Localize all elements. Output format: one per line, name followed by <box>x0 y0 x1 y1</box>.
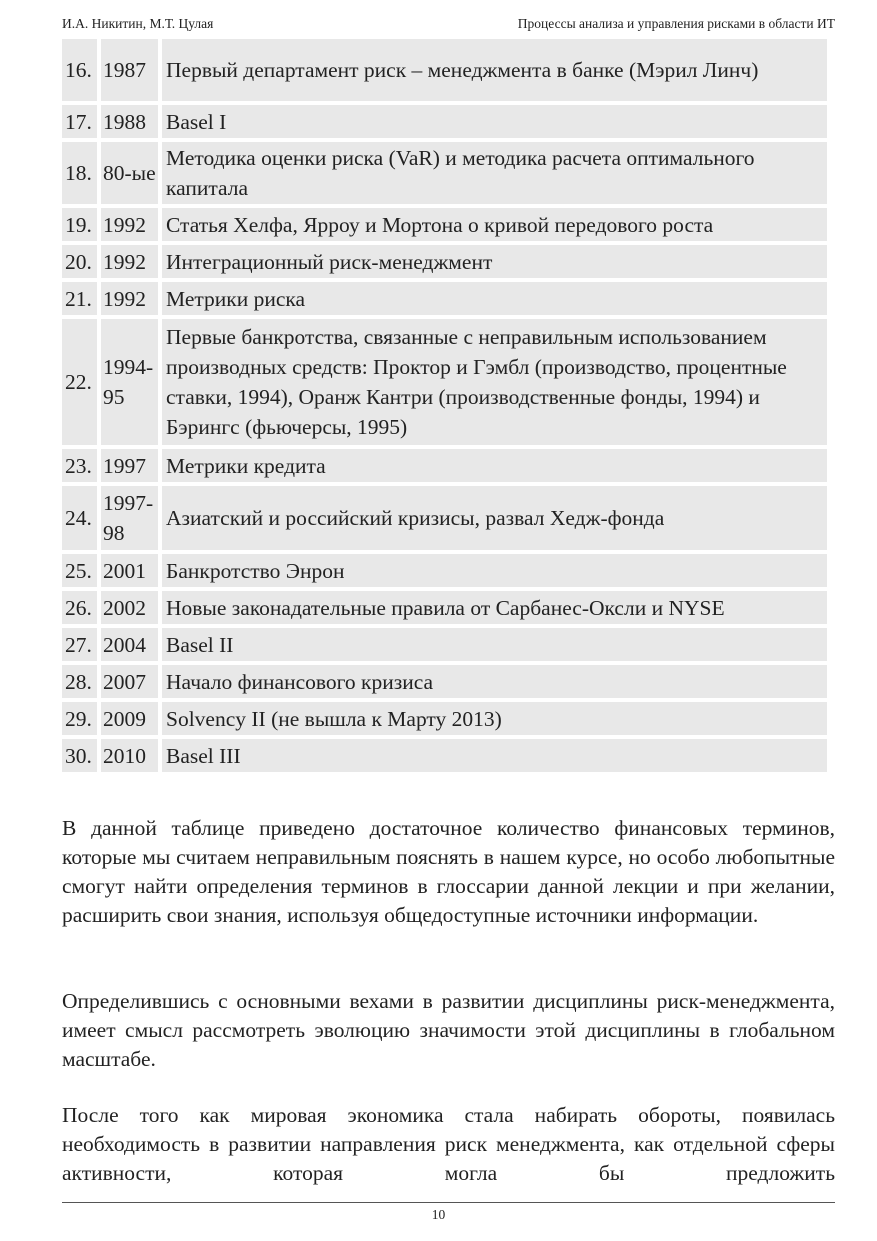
header-course-title: Процессы анализа и управления рисками в области ИТ <box>517 16 835 31</box>
row-year: 1992 <box>101 208 158 241</box>
row-year: 2004 <box>101 628 158 661</box>
row-year: 1992 <box>101 282 158 315</box>
table-row <box>62 665 827 698</box>
table-row <box>62 591 827 624</box>
row-event: Basel III <box>162 739 827 772</box>
body-paragraph: Определившись с основными вехами в развитии дисциплины риск-менеджмента, имеет смысл рассмотреть эволюцию значимости этой дисциплины в глобальном масштабе. <box>62 989 835 1071</box>
row-event: Solvency II (не вышла к Марту 2013) <box>162 702 827 735</box>
row-year: 2002 <box>101 591 158 624</box>
row-number: 19. <box>62 208 97 241</box>
row-number: 23. <box>62 449 97 482</box>
row-year: 1994-95 <box>101 319 158 445</box>
row-year: 1997-98 <box>101 486 158 550</box>
row-number: 25. <box>62 554 97 587</box>
table-row <box>62 208 827 241</box>
header-authors: И.А. Никитин, М.Т. Цулая <box>62 16 214 31</box>
body-paragraph: После того как мировая экономика стала набирать обороты, появилась необходимость в развитии направления риск менеджмента, как отдельной сферы активности, которая могла бы предложить <box>62 1103 835 1185</box>
row-event: Первый департамент риск – менеджмента в банке (Мэрил Линч) <box>162 39 827 101</box>
row-number: 16. <box>62 39 97 101</box>
row-number: 17. <box>62 105 97 138</box>
row-event: Банкротство Энрон <box>162 554 827 587</box>
table-row <box>62 739 827 772</box>
row-number: 30. <box>62 739 97 772</box>
row-number: 21. <box>62 282 97 315</box>
row-year: 1992 <box>101 245 158 278</box>
row-year: 1987 <box>101 39 158 101</box>
row-event: Начало финансового кризиса <box>162 665 827 698</box>
row-event: Азиатский и российский кризисы, развал Хедж-фонда <box>162 486 827 550</box>
table-row <box>62 245 827 278</box>
table-row <box>62 486 827 550</box>
row-event: Интеграционный риск-менеджмент <box>162 245 827 278</box>
row-number: 22. <box>62 319 97 445</box>
body-paragraph: В данной таблице приведено достаточное количество финансовых терминов, которые мы считаем неправильным пояснять в нашем курсе, но особо любопытные смогут найти определения терминов в глоссарии данной лекции и при желании, расширить свои знания, используя общедоступные источники информации. <box>62 816 835 927</box>
table-row <box>62 282 827 315</box>
row-event: Новые законадательные правила от Сарбанес-Оксли и NYSE <box>162 591 827 624</box>
row-event: Basel II <box>162 628 827 661</box>
row-event: Basel I <box>162 105 827 138</box>
row-year: 2001 <box>101 554 158 587</box>
row-year: 1997 <box>101 449 158 482</box>
row-year: 2010 <box>101 739 158 772</box>
running-header <box>62 16 835 36</box>
table-row <box>62 702 827 735</box>
page-number: 10 <box>431 1207 446 1222</box>
row-number: 26. <box>62 591 97 624</box>
row-event: Первые банкротства, связанные с неправильным использованием производных средств: Проктор и Гэмбл (производство, процентные ставки, 1994), Оранж Кантри (производственные фонды, 1994) и Бэрингс (фьючерсы, 1995) <box>162 319 827 445</box>
table-row <box>62 449 827 482</box>
table-row <box>62 319 827 445</box>
row-number: 28. <box>62 665 97 698</box>
row-year: 2009 <box>101 702 158 735</box>
table-row <box>62 39 827 101</box>
row-number: 27. <box>62 628 97 661</box>
row-number: 29. <box>62 702 97 735</box>
table-row <box>62 628 827 661</box>
row-event: Метрики риска <box>162 282 827 315</box>
row-event: Метрики кредита <box>162 449 827 482</box>
table-row <box>62 105 827 138</box>
row-number: 24. <box>62 486 97 550</box>
row-number: 18. <box>62 142 97 204</box>
risk-management-timeline-table <box>58 35 831 776</box>
table-row <box>62 554 827 587</box>
row-year: 2007 <box>101 665 158 698</box>
row-event: Статья Хелфа, Ярроу и Мортона о кривой передового роста <box>162 208 827 241</box>
table-row <box>62 142 827 204</box>
row-year: 1988 <box>101 105 158 138</box>
footer-divider <box>62 1202 835 1203</box>
row-event: Методика оценки риска (VaR) и методика расчета оптимального капитала <box>162 142 827 204</box>
row-year: 80-ые <box>101 142 158 204</box>
row-number: 20. <box>62 245 97 278</box>
